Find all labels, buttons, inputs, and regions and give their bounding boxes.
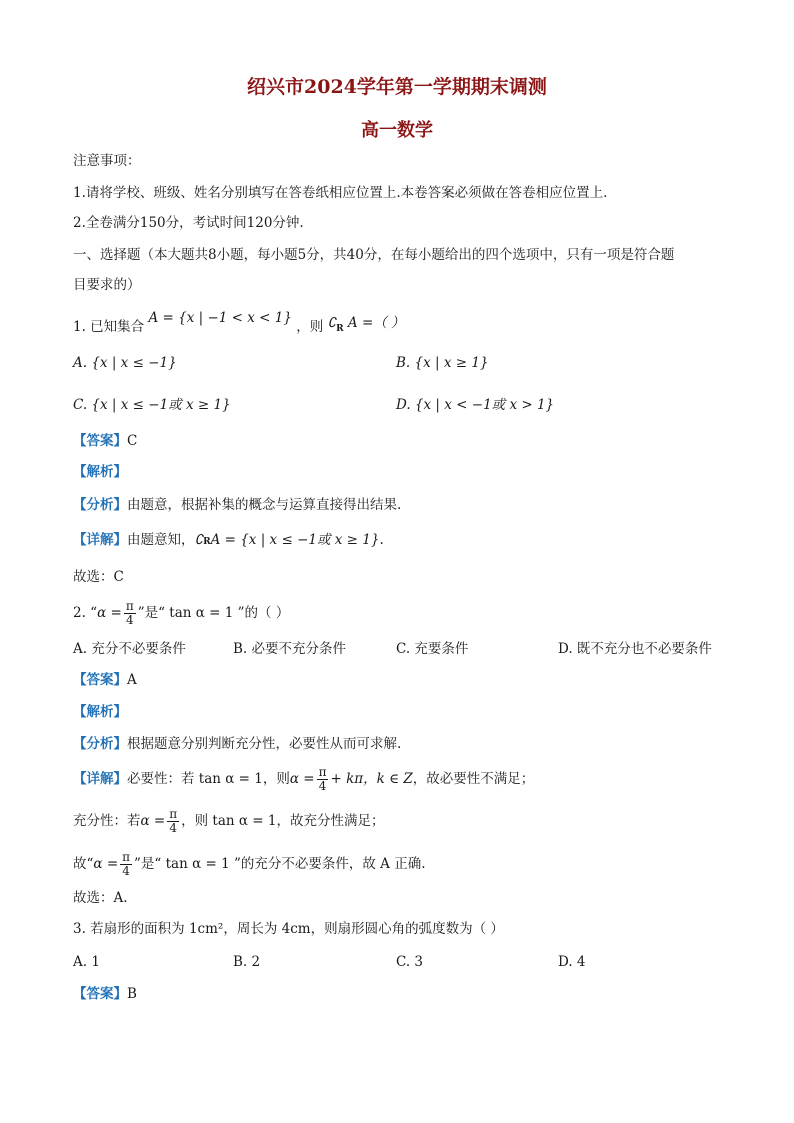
q1-complement-sub: R [336,324,344,334]
exam-title: 绍兴市2024学年第一学期期末调测 [247,76,547,98]
question-1-stem [73,310,405,338]
q3-option-a: A. 1 [73,954,100,970]
q3-option-d: D. 4 [558,954,586,970]
q2-option-c: C. 充要条件 [396,641,469,657]
q2-analysis-tag: 【解析】 [73,704,127,720]
section-1-line-2: 目要求的） [73,277,141,293]
q2-option-a: A. 充分不必要条件 [73,641,186,657]
q1-mid: ，则 [296,319,324,335]
note-1: 1.请将学校、班级、姓名分别填写在答卷纸相应位置上.本卷答案必须做在答卷相应位置上. [73,185,608,201]
q3-answer: 【答案】B [73,986,137,1002]
q2-choose: 故选：A. [73,890,128,906]
q2-sufficiency: 充分性：若α = $\frac{\pi}{4}$ ，则 tan α = 1，故充分性满足； [73,807,385,835]
q1-answer: 【答案】C [73,433,138,449]
question-2-stem: 2. “α = $\frac{\pi}{4}$ ”是“ tan α = 1 ”的（ ） [73,599,290,627]
q2-conclusion: 故“α = $\frac{\pi}{4}$ ”是“ tan α = 1 ”的充分不必要条件，故 A 正确. [73,850,426,878]
q1-choose: 故选：C [73,569,124,585]
pi-over-4-fraction: $\frac{\pi}{4}$ [125,599,134,627]
q1-fenxi: 【分析】由题意，根据补集的概念与运算直接得出结果. [73,497,402,513]
q1-set-A: A = {x | −1 < x < 1} [148,310,292,326]
q3-option-b: B. 2 [233,954,261,970]
q1-option-b: B. {x | x ≥ 1} [396,355,489,371]
q2-fenxi: 【分析】根据题意分别判断充分性，必要性从而可求解. [73,736,402,752]
q1-option-d: D. {x | x < −1或 x > 1} [396,397,555,413]
q1-option-a: A. {x | x ≤ −1} [73,355,177,371]
q2-necessity: 【详解】必要性：若 tan α = 1，则α = $\frac{\pi}{4}$ + kπ，k ∈ Z，故必要性不满足； [73,765,535,793]
q1-option-c: C. {x | x ≤ −1或 x ≥ 1} [73,397,231,413]
section-1-line-1: 一、选择题（本大题共8小题，每小题5分，共40分，在每小题给出的四个选项中，只有一项是符合题 [73,247,675,263]
note-2: 2.全卷满分150分，考试时间120分钟. [73,215,304,231]
q1-complement-symbol: ∁ [327,315,337,331]
q2-answer: 【答案】A [73,672,137,688]
q1-prefix: 1. 已知集合 [73,319,145,335]
q3-option-c: C. 3 [396,954,424,970]
notes-heading: 注意事项： [73,153,141,169]
q2-option-d: D. 既不充分也不必要条件 [558,641,712,657]
exam-subtitle: 高一数学 [361,120,433,141]
q1-xiangjie: 【详解】由题意知，∁RA = {x | x ≤ −1或 x ≥ 1}. [73,532,384,548]
question-3-stem: 3. 若扇形的面积为 1cm²，周长为 4cm，则扇形圆心角的弧度数为（ ） [73,921,504,937]
q2-option-b: B. 必要不充分条件 [233,641,347,657]
q1-analysis-tag: 【解析】 [73,464,127,480]
q1-tail: A =（ ） [347,315,405,331]
